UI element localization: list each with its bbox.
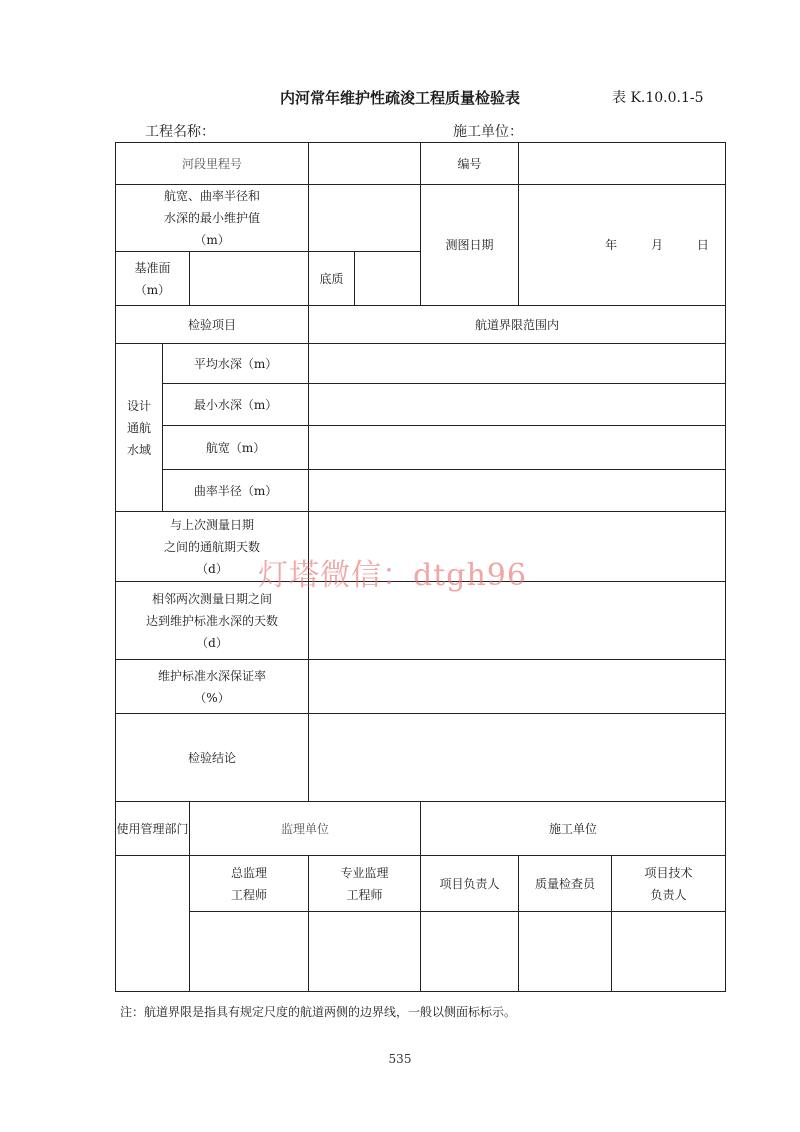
- datum-label: [116, 252, 190, 306]
- page-number: 535: [388, 1052, 412, 1066]
- avg-depth-value[interactable]: [309, 344, 726, 384]
- specialist-engineer-label: [309, 856, 421, 912]
- curve-radius-value[interactable]: [309, 470, 726, 512]
- chief-engineer-label: [190, 856, 309, 912]
- std-days-line1: 相邻两次测量日期之间: [152, 591, 273, 606]
- tech-lead-line1: 项目技术: [644, 865, 693, 880]
- curve-radius-label: 曲率半径（m）: [163, 470, 309, 512]
- quality-inspector-label: 质量检查员: [519, 856, 612, 912]
- user-dept-sign[interactable]: [116, 856, 190, 992]
- min-depth-value[interactable]: [309, 384, 726, 426]
- project-manager-label: 项目负责人: [421, 856, 519, 912]
- min-maintenance-label: [116, 185, 309, 252]
- number-label: 编号: [421, 143, 519, 185]
- supervision-unit-label: 监理单位: [190, 802, 421, 856]
- design-area-line1: 设计: [126, 398, 151, 413]
- design-area-line3: 水域: [126, 442, 151, 457]
- avg-depth-label: 平均水深（m）: [163, 344, 309, 384]
- min-maintenance-value[interactable]: [309, 185, 421, 252]
- specialist-engineer-line2: 工程师: [346, 887, 383, 902]
- specialist-engineer-sign[interactable]: [309, 912, 421, 992]
- chief-engineer-line1: 总监理: [231, 865, 268, 880]
- date-day: 日: [696, 238, 709, 252]
- nav-days-line3: （d）: [196, 561, 228, 576]
- conclusion-value[interactable]: [309, 714, 726, 802]
- design-area-line2: 通航: [126, 420, 151, 435]
- chief-engineer-line2: 工程师: [231, 887, 268, 902]
- tech-lead-line2: 负责人: [650, 887, 687, 902]
- construction-unit-sign-label: 施工单位: [421, 802, 726, 856]
- inspection-item-label: 检验项目: [116, 306, 309, 344]
- survey-date-value[interactable]: [519, 185, 726, 306]
- footnote: 注：航道界限是指具有规定尺度的航道两侧的边界线，一般以侧面标标示。: [120, 1005, 517, 1019]
- min-maintenance-line1: 航宽、曲率半径和: [164, 189, 261, 203]
- river-section-value[interactable]: [309, 143, 421, 185]
- bottom-soil-value[interactable]: [355, 252, 421, 306]
- project-manager-sign[interactable]: [421, 912, 519, 992]
- tech-lead-label: [612, 856, 726, 912]
- design-area-label: [116, 344, 163, 512]
- number-value[interactable]: [519, 143, 726, 185]
- watermark: 灯塔微信：dtgh96: [258, 558, 527, 593]
- project-name-label: 工程名称：: [145, 124, 215, 140]
- nav-days-line1: 与上次测量日期: [170, 517, 255, 532]
- date-month: 月: [651, 238, 664, 252]
- bottom-soil-label: 底质: [309, 252, 355, 306]
- datum-line1: 基准面: [134, 260, 171, 275]
- within-limit-label: 航道界限范围内: [309, 306, 726, 344]
- chief-engineer-sign[interactable]: [190, 912, 309, 992]
- quality-inspector-sign[interactable]: [519, 912, 612, 992]
- channel-width-value[interactable]: [309, 426, 726, 470]
- min-maintenance-line3: （m）: [194, 233, 230, 247]
- guarantee-line1: 维护标准水深保证率: [158, 668, 267, 683]
- channel-width-label: 航宽（m）: [163, 426, 309, 470]
- specialist-engineer-line1: 专业监理: [340, 865, 389, 880]
- form-title: 内河常年维护性疏浚工程质量检验表: [279, 89, 520, 107]
- user-dept-label: 使用管理部门: [116, 802, 190, 856]
- min-depth-label: 最小水深（m）: [163, 384, 309, 426]
- nav-days-line2: 之间的通航期天数: [164, 539, 261, 554]
- tech-lead-sign[interactable]: [612, 912, 726, 992]
- river-section-label: 河段里程号: [116, 143, 309, 185]
- construction-unit-label: 施工单位：: [453, 124, 523, 140]
- datum-line2: （m）: [134, 282, 171, 297]
- conclusion-label: 检验结论: [116, 714, 309, 802]
- table-code: 表 K.10.0.1-5: [612, 90, 704, 106]
- min-maintenance-line2: 水深的最小维护值: [164, 211, 261, 225]
- guarantee-value[interactable]: [309, 660, 726, 714]
- datum-value[interactable]: [190, 252, 309, 306]
- std-days-line3: （d）: [196, 635, 228, 650]
- guarantee-line2: （%）: [194, 690, 230, 705]
- guarantee-label: [116, 660, 309, 714]
- std-days-line2: 达到维护标准水深的天数: [146, 613, 279, 628]
- survey-date-label: 测图日期: [421, 185, 519, 306]
- date-year: 年: [605, 238, 618, 252]
